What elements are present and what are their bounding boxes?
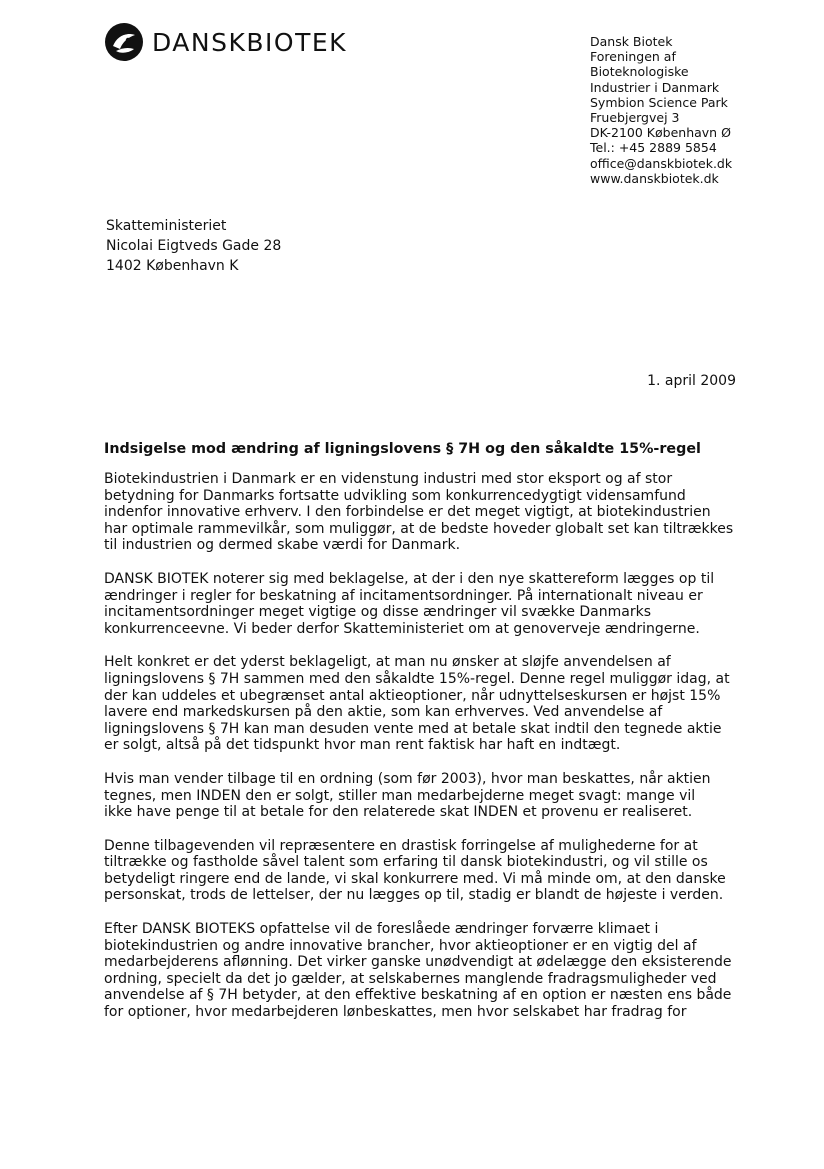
paragraph-line: til industrien og dermed skabe værdi for Danmark.: [104, 537, 461, 554]
logo-wordmark: DANSKBIOTEK: [152, 27, 348, 57]
recipient-address-block: [106, 216, 406, 276]
paragraph-line: ikke have penge til at betale for den relaterede skat INDEN et provenu er realiseret.: [104, 804, 693, 821]
sender-line: Industrier i Danmark: [590, 79, 720, 95]
paragraph-line: er solgt, altså på det tidspunkt hvor man rent faktisk har haft en indtægt.: [104, 737, 621, 754]
paragraph-line: tegnes, men INDEN den er solgt, stiller man medarbejderne meget svagt: mange vil: [104, 787, 696, 804]
paragraph-line: incitamentsordninger meget vigtige og disse ændringer vil svække Danmarks: [104, 604, 651, 621]
paragraph-line: biotekindustrien og andre innovative brancher, hvor aktieoptioner er en vigtig del af: [104, 937, 697, 954]
letter-subject: Indsigelse mod ændring af ligningslovens § 7H og den såkaldte 15%-regel: [104, 441, 701, 457]
paragraph-line: medarbejderens aflønning. Det virker ganske unødvendigt at ødelægge den eksisterende: [104, 954, 732, 971]
paragraph-line: ændringer i regler for beskatning af incitamentsordninger. På internationalt niveau er: [104, 587, 703, 604]
paragraph-line: Biotekindustrien i Danmark er en videnstung industri med stor eksport og af stor: [104, 471, 673, 487]
recipient-line: 1402 København K: [106, 258, 239, 274]
sender-line: Foreningen af: [590, 49, 676, 65]
sender-line: Dansk Biotek: [590, 34, 673, 49]
paragraph-line: lavere end markedskursen på den aktie, som kan erhverves. Ved anvendelse af: [104, 704, 663, 721]
paragraph-line: Hvis man vender tilbage til en ordning (som før 2003), hvor man beskattes, når aktien: [104, 770, 711, 787]
letter-date: 1. april 2009: [647, 373, 736, 389]
paragraph-line: konkurrenceevne. Vi beder derfor Skatteministeriet om at genoverveje ændringerne.: [104, 620, 700, 637]
sender-line: DK-2100 København Ø: [590, 125, 731, 141]
paragraph-line: Helt konkret er det yderst beklageligt, at man nu ønsker at sløjfe anvendelsen af: [104, 654, 671, 671]
paragraph-line: ligningslovens § 7H sammen med den såkaldte 15%-regel. Denne regel muliggør idag, at: [104, 670, 730, 687]
recipient-line: Nicolai Eigtveds Gade 28: [106, 238, 282, 254]
paragraph-line: betydeligt ringere end de lande, vi skal konkurrere med. Vi må minde om, at den danske: [104, 870, 726, 887]
paragraph-line: anvendelse af § 7H betyder, at den effektive beskatning af en option er næsten ens både: [104, 987, 732, 1004]
paragraph-line: ordning, specielt da det jo gælder, at selskabernes manglende fradragsmuligheder ved: [104, 970, 717, 987]
recipient-line: Skatteministeriet: [106, 218, 227, 234]
letter-body: [104, 471, 754, 1038]
paragraph-line: tiltrække og fastholde såvel talent som erfaring til dansk biotekindustri, og vil stille os: [104, 854, 708, 871]
body-paragraph: [104, 838, 754, 904]
sender-line: Bioteknologiske: [590, 64, 689, 80]
paragraph-line: der kan uddeles et ubegrænset antal aktieoptioner, når udnyttelseskursen er højst 15%: [104, 687, 721, 704]
paragraph-line: Denne tilbagevenden vil repræsentere en drastisk forringelse af mulighederne for at: [104, 837, 698, 854]
body-paragraph: [104, 771, 754, 821]
sender-line: Tel.: +45 2889 5854: [590, 140, 717, 156]
danskbiotek-logo-icon: [104, 22, 144, 62]
paragraph-line: DANSK BIOTEK noterer sig med beklagelse, at der i den nye skattereform lægges op til: [104, 570, 715, 587]
sender-website: www.danskbiotek.dk: [590, 170, 719, 186]
body-paragraph: [104, 921, 754, 1021]
paragraph-line: indenfor innovative erhverv. I den forbindelse er det meget vigtigt, at biotekindustrien: [104, 504, 711, 521]
danskbiotek-logo: [104, 20, 347, 64]
paragraph-line: personskat, trods de lettelser, der nu lægges op til, stadig er blandt de højeste i verden.: [104, 887, 724, 904]
paragraph-line: ligningslovens § 7H kan man desuden vente med at betale skat indtil den tegnede aktie: [104, 720, 722, 737]
body-paragraph: [104, 571, 754, 637]
sender-email: office@danskbiotek.dk: [590, 155, 733, 171]
sender-line: Fruebjergvej 3: [590, 110, 680, 126]
paragraph-line: betydning for Danmarks fortsatte udvikling som konkurrencedygtigt vidensamfund: [104, 487, 686, 504]
body-paragraph: [104, 471, 754, 554]
sender-address-block: [590, 34, 810, 186]
paragraph-line: har optimale rammevilkår, som muliggør, at de bedste hoveder globalt set kan tiltrækkes: [104, 520, 734, 537]
paragraph-line: Efter DANSK BIOTEKS opfattelse vil de foreslåede ændringer forværre klimaet i: [104, 921, 659, 938]
body-paragraph: [104, 654, 754, 754]
paragraph-line: for optioner, hvor medarbejderen lønbeskattes, men hvor selskabet har fradrag for: [104, 1004, 687, 1021]
sender-line: Symbion Science Park: [590, 94, 728, 110]
